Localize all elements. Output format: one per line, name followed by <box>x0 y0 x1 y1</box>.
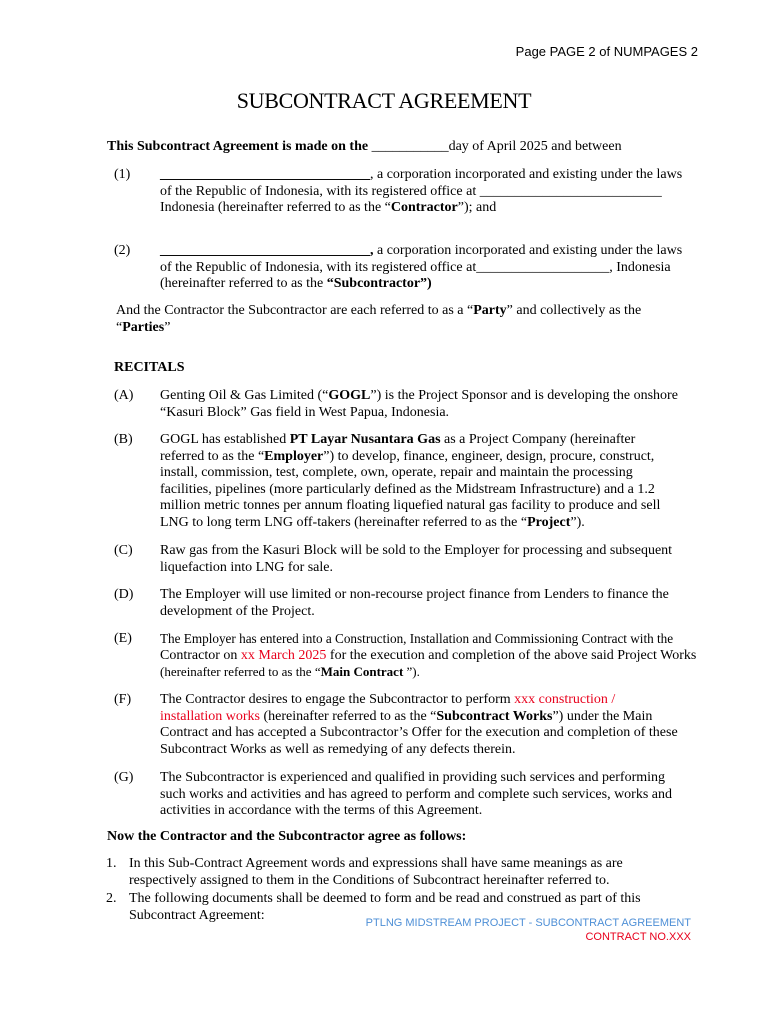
recital-a-number: (A) <box>114 388 134 403</box>
agreement-heading: Now the Contractor and the Subcontractor agree as follows: <box>107 829 467 844</box>
party-2-number: (2) <box>114 243 131 258</box>
recital-c-number: (C) <box>114 543 133 558</box>
party-2-line-2: of the Republic of Indonesia, with its registered office at___________________, Indonesia <box>160 259 671 275</box>
works-placeholder-2: installation works <box>160 708 260 724</box>
party-1-line-3: Indonesia (hereinafter referred to as the “Contractor”); and <box>160 200 497 216</box>
project-term: Project <box>527 514 571 530</box>
party-definition: And the Contractor the Subcontractor are each referred to as a “Party” and collectively as the “Parties” <box>116 303 642 335</box>
party-2-name-blank: ______________________________ <box>160 243 370 258</box>
intro-line <box>107 139 622 156</box>
recital-b-number: (B) <box>114 432 133 447</box>
recital-d-number: (D) <box>114 587 134 602</box>
party-1-number: (1) <box>114 167 131 182</box>
party-1-text <box>160 167 687 217</box>
intro-lead: This Subcontract Agreement is made on the <box>107 139 369 154</box>
parties-term: Parties <box>122 319 165 335</box>
project-company-name: PT Layar Nusantara Gas <box>289 432 441 447</box>
intro-rest: day of April 2025 and between <box>448 139 622 154</box>
works-placeholder-1: xxx construction / <box>514 692 616 707</box>
recital-d-text: The Employer will use limited or non-recourse project finance from Lenders to finance the development of the Project. <box>160 587 669 619</box>
page-number-header: Page PAGE 2 of NUMPAGES 2 <box>515 44 698 59</box>
party-2-line-3: (hereinafter referred to as the “Subcontractor”) <box>160 276 432 292</box>
employer-term: Employer <box>264 448 324 464</box>
subcontract-works-term: Subcontract Works <box>436 708 553 724</box>
document-title: SUBCONTRACT AGREEMENT <box>236 88 532 113</box>
party-2-office-blank: ___________________ <box>476 259 610 275</box>
clause-1-text: In this Sub-Contract Agreement words and expressions shall have same meanings as are respectively assigned to them in the Conditions of Subcontract hereinafter referred to. <box>129 856 623 888</box>
contractor-term: Contractor <box>390 200 458 216</box>
recitals-heading: RECITALS <box>114 360 185 375</box>
footer-contract-number: CONTRACT NO.XXX <box>585 931 691 943</box>
recital-g-text: The Subcontractor is experienced and qualified in providing such services and performing such works and activities and has agreed to perform and complete such services, works and activities in accordance with the terms of this Agreement. <box>160 770 673 819</box>
recital-f-number: (F) <box>114 692 132 707</box>
recital-e-number: (E) <box>114 631 132 646</box>
footer-project-title: PTLNG MIDSTREAM PROJECT - SUBCONTRACT AGREEMENT <box>365 917 691 929</box>
clause-2-text: The following documents shall be deemed to form and be read and construed as part of this Subcontract Agreement: <box>129 891 641 923</box>
party-1-office-blank: __________________________ <box>479 183 662 199</box>
recital-g-number: (G) <box>114 770 134 785</box>
party-1-line-2: of the Republic of Indonesia, with its registered office at __________________________ <box>160 183 662 199</box>
recital-e-text: The Employer has entered into a Construction, Installation and Commissioning Contract with the Contractor on xx March 2025 for the execution and completion of the above said Project Works (hereinafter referred to as the “Main Contract ”). <box>160 631 697 680</box>
subcontractor-term: “Subcontractor”) <box>326 276 432 292</box>
intro-date-blank: ___________ <box>371 139 449 154</box>
clause-2-number: 2. <box>106 891 117 906</box>
recital-b-text: GOGL has established PT Layar Nusantara Gas as a Project Company (hereinafter referred to as the “Employer”) to develop, finance, engineer, design, procure, construct, install, commission, test, complete, own, operate, repair and maintain the processing facilities, pipelines (more particularly defined as the Midstream Infrastructure) and a 1.2 million metric tonnes per annum floating liquefied natural gas facility to produce and sell LNG to long term LNG off-takers (hereinafter referred to as the “Project”). <box>160 432 661 530</box>
party-2-line-1: ______________________________, a corporation incorporated and existing under the laws <box>160 243 683 258</box>
main-contract-term: Main Contract <box>320 664 404 680</box>
party-1-name-blank: ______________________________ <box>160 167 370 182</box>
recital-a-text: Genting Oil & Gas Limited (“GOGL”) is the Project Sponsor and is developing the onshore “Kasuri Block” Gas field in West Papua, Indonesia. <box>160 388 678 420</box>
recital-c-text: Raw gas from the Kasuri Block will be sold to the Employer for processing and subsequent liquefaction into LNG for sale. <box>160 543 673 575</box>
party-1-line-1: ______________________________, a corporation incorporated and existing under the laws <box>160 167 683 182</box>
contract-date-placeholder: xx March 2025 <box>240 647 327 663</box>
clause-1-number: 1. <box>106 856 117 871</box>
party-2-text <box>160 243 687 293</box>
party-term: Party <box>473 303 507 318</box>
recital-f-text: The Contractor desires to engage the Subcontractor to perform xxx construction / installation works (hereinafter referred to as the “Subcontract Works”) under the Main Contract and has accepted a Subcontractor’s Offer for the execution and completion of these Subcontract Works as well as remedying of any defects therein. <box>160 692 678 757</box>
